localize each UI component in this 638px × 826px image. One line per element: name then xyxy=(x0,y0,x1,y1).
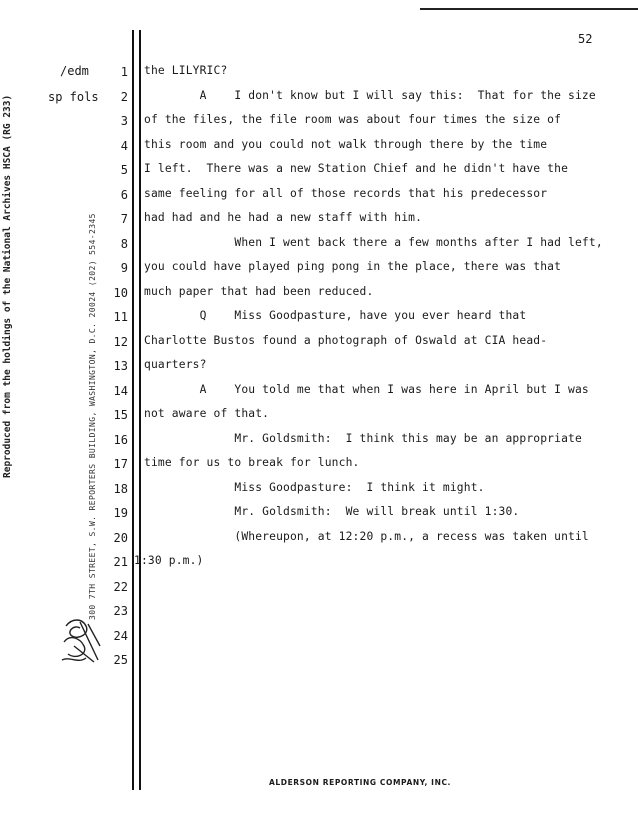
transcript-line-text: Mr. Goldsmith: I think this may be an appropriate xyxy=(144,431,582,445)
line-number: 11 xyxy=(113,310,128,324)
line-number: 10 xyxy=(113,285,128,300)
line-number: 12 xyxy=(113,334,128,349)
line-number: 5 xyxy=(120,163,128,177)
top-rule xyxy=(420,8,638,10)
transcript-line-text: Charlotte Bustos found a photograph of Oswald at CIA head- xyxy=(144,333,548,347)
reporter-address: 300 7TH STREET, S.W. REPORTERS BUILDING, WASHINGTON, D.C. 20024 (202) 554-2345 xyxy=(88,213,97,620)
transcript-line-text: of the files, the file room was about four times the size of xyxy=(144,113,562,126)
line-number: 25 xyxy=(113,653,128,667)
transcript-line-text: had had and he had a new staff with him. xyxy=(144,211,423,224)
footer-company: ALDERSON REPORTING COMPANY, INC. xyxy=(268,778,452,787)
line-number: 16 xyxy=(113,432,128,447)
line-number: 17 xyxy=(113,457,128,471)
transcript-line-text: 1:30 p.m.) xyxy=(134,554,204,567)
line-number: 19 xyxy=(113,506,128,520)
transcript-line-text: Miss Goodpasture: I think it might. xyxy=(144,480,485,494)
line-number: 1 xyxy=(120,65,128,79)
margin-rule-right xyxy=(139,30,141,790)
transcript-line-text: much paper that had been reduced. xyxy=(144,284,374,298)
line-number: 9 xyxy=(120,261,128,275)
transcript-line-text: A You told me that when I was here in April but I was xyxy=(144,382,589,396)
line-number: 13 xyxy=(113,359,128,373)
line-number: 7 xyxy=(120,212,128,226)
line-number: 15 xyxy=(113,408,128,422)
line-number: 23 xyxy=(113,604,128,618)
line-number: 8 xyxy=(120,236,128,251)
transcript-line-text: I left. There was a new Station Chief and he didn't have the xyxy=(144,162,569,175)
transcript-line-text: not aware of that. xyxy=(144,407,270,420)
transcript-line-text: same feeling for all of those records that his predecessor xyxy=(144,186,548,200)
transcript-line-text: Q Miss Goodpasture, have you ever heard that xyxy=(144,309,527,322)
transcript-line-text: you could have played ping pong in the place, there was that xyxy=(144,260,562,273)
margin-rule-left xyxy=(132,30,134,790)
transcript-line-text: When I went back there a few months after I had left, xyxy=(144,235,603,249)
transcript-line-text: Mr. Goldsmith: We will break until 1:30. xyxy=(144,505,520,518)
reporter-initials: /edm xyxy=(60,64,89,78)
line-number: 24 xyxy=(113,628,128,643)
transcript-line-text: quarters? xyxy=(144,358,207,371)
line-number: 14 xyxy=(113,383,128,398)
page-number: 52 xyxy=(578,32,593,46)
archive-stamp: Reproduced from the holdings of the National Archives HSCA (RG 233) xyxy=(2,94,13,478)
transcript-line-text: the LILYRIC? xyxy=(144,64,228,77)
line-number: 3 xyxy=(120,114,128,128)
line-number: 22 xyxy=(113,579,128,594)
line-number: 18 xyxy=(113,481,128,496)
section-marker: sp fols xyxy=(48,90,99,104)
transcript-line-text: A I don't know but I will say this: That for the size xyxy=(144,88,596,102)
court-reporter-seal-icon xyxy=(60,616,104,666)
transcript-line-text: this room and you could not walk through there by the time xyxy=(144,137,548,151)
line-number: 2 xyxy=(120,89,128,104)
line-number: 20 xyxy=(113,530,128,545)
transcript-line-text: (Whereupon, at 12:20 p.m., a recess was taken until xyxy=(144,529,589,543)
line-number: 21 xyxy=(113,555,128,569)
line-number: 4 xyxy=(120,138,128,153)
transcript-line-text: time for us to break for lunch. xyxy=(144,456,360,469)
line-number: 6 xyxy=(120,187,128,202)
